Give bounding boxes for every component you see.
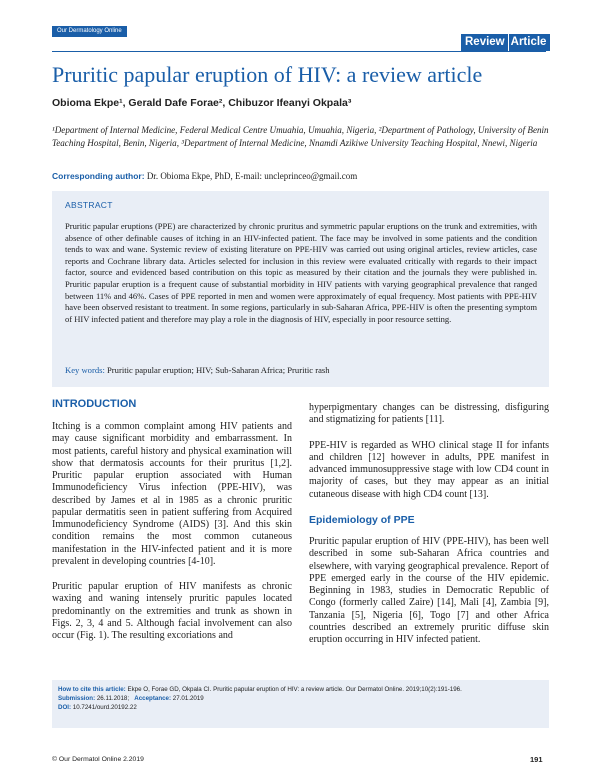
intro-heading: INTRODUCTION — [52, 398, 137, 410]
author-list: Obioma Ekpe¹, Gerald Dafe Forae², Chibuzor Ifeanyi Okpala³ — [52, 97, 352, 109]
intro-paragraph-4: PPE-HIV is regarded as WHO clinical stage II for infants and children [12] however in adults, PPE manifest in advanced immunosuppressive stage with low CD4 count in majority of cases, but they may appear as an initial cutaneous disease with high CD4 count [13]. — [309, 439, 549, 500]
acceptance-date: 27.01.2019 — [171, 695, 204, 703]
doi-label: DOI: — [58, 704, 72, 712]
abstract-text: Pruritic papular eruptions (PPE) are characterized by chronic pruritus and symmetric papular eruptions on the trunk and extremities, with absence of other definable causes of itching in an HIV-infected patient. The face may be involved in some patients and the condition tends to wax and wane. Systemic review of existing literature on PPE-HIV was carried out using original articles, review articles, case reports and Cochrane library data. Articles selected for inclusion in this review were evaluated critically with regards to their impact factor, source and evidenced based contribution on this topic as measured by their citation and the journals they were published in. Pruritic papular eruption is a frequent cause of substantial morbidity in HIV patients with varying geographical prevalence that ranged between 11% and 46%. Cases of PPE reported in men and women were approximately of equal frequency. Most patients with PPE-HIV have been observed resistant to treatment. In some regions, particularly in sub-Saharan Africa, PPE-HIV is often the presenting symptom of HIV infected patient and therefore may play a role in the diagnosis of HIV, especially in poor resource setting. — [65, 221, 537, 324]
intro-paragraph-2: Pruritic papular eruption of HIV manifests as chronic waxing and waning intensely pruritic papules located predominantly on the extremities and trunk as shown in Figs. 2, 3, 4 and 5. Although facial involvement can also occur (Fig. 1). The resulting excoriations and — [52, 581, 292, 641]
corresponding-text: Dr. Obioma Ekpe, PhD, E-mail: uncleprinceo@gmail.com — [144, 171, 358, 181]
affiliations: ¹Department of Internal Medicine, Federal Medical Centre Umuahia, Umuahia, Nigeria, ²Department of Pathology, University of Benin Teaching Hospital, Benin, Nigeria, ³Department of Internal Medicine, Nnamdi Azikiwe University Teaching Hospital, Nnewi, Nigeria — [52, 125, 549, 148]
right-column — [309, 402, 549, 659]
journal-tag: Our Dermatology Online — [52, 26, 127, 37]
dates-line — [58, 694, 548, 703]
doi-link[interactable]: 10.7241/ourd.20192.22 — [71, 704, 137, 712]
how-to-cite-label: How to cite this article: — [58, 686, 126, 693]
abstract-heading: ABSTRACT — [65, 200, 113, 210]
keywords-label: Key words: — [65, 365, 105, 375]
how-to-cite — [58, 685, 548, 694]
doi-line — [58, 703, 548, 712]
header-rule — [52, 51, 546, 52]
acceptance-label: Acceptance: — [134, 695, 172, 703]
submission-date: 26.11.2018; — [95, 695, 130, 703]
page-number: 191 — [530, 755, 543, 764]
citation-info — [58, 685, 548, 713]
left-column — [52, 421, 292, 655]
how-to-cite-text: Ekpe O, Forae GD, Okpala CI. Pruritic papular eruption of HIV: a review article. Our Dermatol Online. 2019;10(2):191-196. — [125, 686, 462, 693]
intro-paragraph-3: hyperpigmentary changes can be distressing, disfiguring and stigmatizing for patients [11]. — [309, 402, 549, 426]
epidemiology-paragraph: Pruritic papular eruption of HIV (PPE-HIV), has been well described in some sub-Saharan Africa countries and elsewhere, with varying geographical prevalence. Report of PPE emerged early in the course of the HIV epidemic. Beginning in 1983, studies in Democratic Republic of Congo (formerly called Zaire) [14], Mali [4], Zambia [9], Tanzania [5], Nigeria [6], Togo [7] and other Africa countries described an extremely pruritic diffuse skin eruption occurring in HIV infected patient. — [309, 536, 549, 645]
article-title: Pruritic papular eruption of HIV: a review article — [52, 62, 483, 87]
article-type-badge — [461, 34, 550, 51]
footer-copyright: © Our Dermatol Online 2.2019 — [52, 756, 144, 763]
corresponding-author — [52, 170, 552, 182]
corresponding-label: Corresponding author: — [52, 171, 145, 181]
submission-label: Submission: — [58, 695, 96, 703]
intro-paragraph-1: Itching is a common complaint among HIV patients and may cause significant morbidity and embarrassment. In most patients, careful history and physical examination will show that dermatosis accounts for their pruritus [1,2]. Pruritic papular eruption associated with Human Immunodeficiency Virus infection (PPE-HIV), was described by James et al in 1985 as a chronic pruritic papular dermatitis seen in patient suffering from Acquired Immunodeficiency Syndrome (AIDS) [3]. And this skin condition remains the most common cutaneous manifestation in the HIV-infected patient and it is more prevalent in developing countries [4-10]. — [52, 421, 292, 567]
badge-article: Article — [508, 34, 551, 51]
badge-review: Review — [461, 34, 508, 51]
keywords-text: Pruritic papular eruption; HIV; Sub-Saharan Africa; Pruritic rash — [104, 365, 330, 375]
epidemiology-heading: Epidemiology of PPE — [309, 513, 415, 526]
keywords — [65, 364, 537, 376]
